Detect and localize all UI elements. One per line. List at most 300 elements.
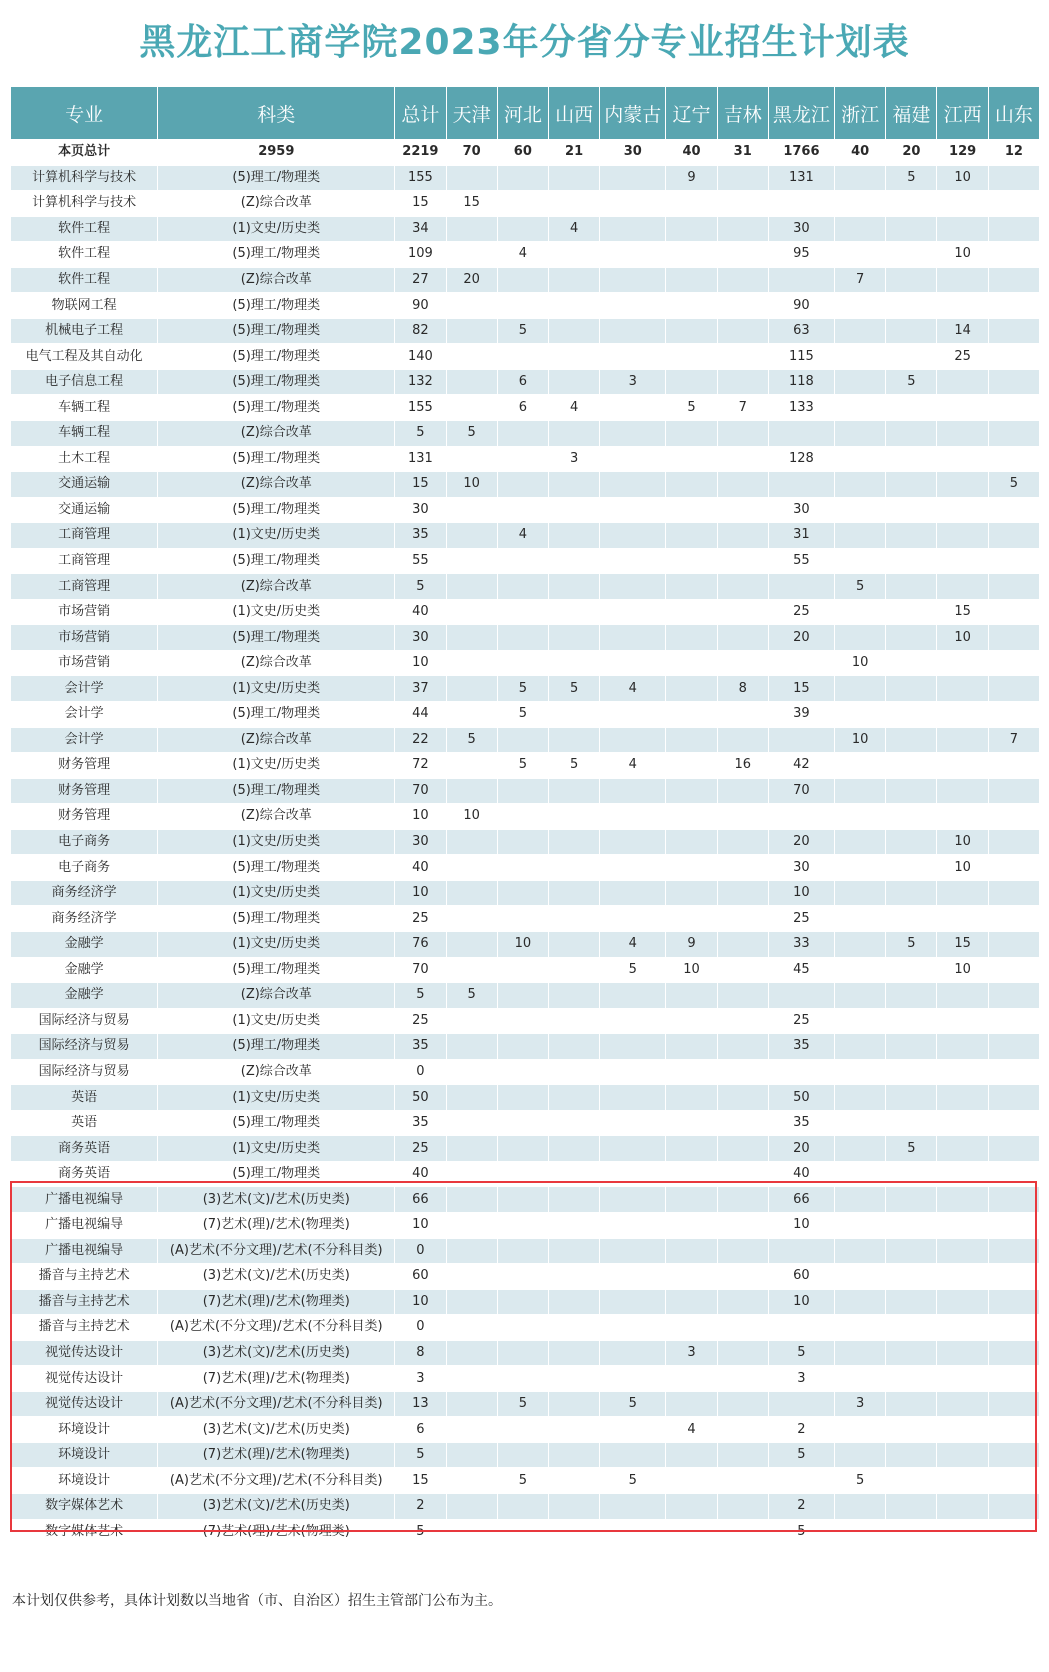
table-cell — [497, 1136, 548, 1162]
table-cell — [717, 727, 768, 753]
table-cell: 5 — [600, 1468, 666, 1494]
table-cell — [600, 829, 666, 855]
table-row — [11, 931, 1040, 957]
table-cell — [988, 574, 1039, 600]
table-cell: 软件工程 — [11, 216, 158, 242]
table-cell — [937, 548, 988, 574]
table-cell — [937, 1212, 988, 1238]
table-row — [11, 676, 1040, 702]
table-cell — [548, 421, 599, 447]
table-cell — [600, 1289, 666, 1315]
table-cell — [886, 804, 937, 830]
table-cell — [666, 421, 717, 447]
table-cell: 20 — [768, 625, 834, 651]
table-cell: 软件工程 — [11, 242, 158, 268]
table-cell: (7)艺术(理)/艺术(物理类) — [158, 1212, 395, 1238]
table-cell — [988, 1212, 1039, 1238]
table-cell — [717, 625, 768, 651]
table-cell: (1)文史/历史类 — [158, 1136, 395, 1162]
table-cell — [600, 267, 666, 293]
table-cell — [835, 599, 886, 625]
table-cell: 4 — [600, 753, 666, 779]
table-cell — [600, 855, 666, 881]
table-cell — [666, 344, 717, 370]
table-cell — [446, 523, 497, 549]
table-cell — [666, 1493, 717, 1519]
table-cell: 金融学 — [11, 983, 158, 1009]
table-cell — [768, 983, 834, 1009]
table-cell: 5 — [395, 421, 446, 447]
table-cell — [446, 446, 497, 472]
table-row — [11, 421, 1040, 447]
table-cell — [886, 395, 937, 421]
table-cell: 10 — [937, 855, 988, 881]
table-cell — [988, 1519, 1039, 1545]
table-cell — [666, 472, 717, 498]
table-cell: 0 — [395, 1238, 446, 1264]
table-cell: 10 — [835, 727, 886, 753]
table-cell: 55 — [768, 548, 834, 574]
table-cell: (1)文史/历史类 — [158, 1085, 395, 1111]
table-cell — [548, 650, 599, 676]
column-header: 辽宁 — [666, 87, 717, 140]
table-cell — [600, 1493, 666, 1519]
table-cell: 131 — [768, 165, 834, 191]
table-cell — [835, 804, 886, 830]
table-cell: 10 — [768, 1289, 834, 1315]
table-cell: (5)理工/物理类 — [158, 318, 395, 344]
table-cell — [446, 855, 497, 881]
table-cell — [886, 1008, 937, 1034]
table-row — [11, 216, 1040, 242]
table-cell — [600, 1008, 666, 1034]
table-cell — [548, 1059, 599, 1085]
table-cell: 计算机科学与技术 — [11, 165, 158, 191]
table-cell — [886, 1161, 937, 1187]
table-cell — [937, 421, 988, 447]
table-row — [11, 957, 1040, 983]
table-cell: 14 — [937, 318, 988, 344]
table-cell — [548, 1366, 599, 1392]
table-cell: 金融学 — [11, 957, 158, 983]
table-cell — [717, 1212, 768, 1238]
table-row — [11, 548, 1040, 574]
table-cell — [548, 1110, 599, 1136]
table-cell — [988, 1136, 1039, 1162]
table-cell: 3 — [666, 1340, 717, 1366]
table-cell — [835, 906, 886, 932]
table-cell — [446, 778, 497, 804]
table-cell: 5 — [548, 753, 599, 779]
table-cell — [717, 267, 768, 293]
table-cell — [937, 804, 988, 830]
table-cell — [666, 191, 717, 217]
table-cell — [886, 983, 937, 1009]
table-row — [11, 1136, 1040, 1162]
table-row — [11, 804, 1040, 830]
table-cell: 70 — [395, 957, 446, 983]
table-header-row — [11, 87, 1040, 140]
table-row — [11, 1468, 1040, 1494]
table-cell: (5)理工/物理类 — [158, 369, 395, 395]
table-cell — [497, 191, 548, 217]
table-cell — [768, 1468, 834, 1494]
table-cell — [497, 1187, 548, 1213]
table-cell — [600, 1340, 666, 1366]
table-cell: 电子信息工程 — [11, 369, 158, 395]
table-row — [11, 1238, 1040, 1264]
table-cell: (A)艺术(不分文理)/艺术(不分科目类) — [158, 1238, 395, 1264]
table-cell — [497, 1366, 548, 1392]
table-cell: (5)理工/物理类 — [158, 778, 395, 804]
table-cell — [717, 293, 768, 319]
table-cell — [600, 395, 666, 421]
table-cell — [937, 1315, 988, 1341]
table-cell: 15 — [937, 931, 988, 957]
table-cell: 商务经济学 — [11, 880, 158, 906]
table-cell — [666, 804, 717, 830]
table-cell — [886, 1315, 937, 1341]
table-cell — [886, 753, 937, 779]
table-cell — [717, 1161, 768, 1187]
table-cell — [548, 855, 599, 881]
table-row — [11, 906, 1040, 932]
table-cell: (1)文史/历史类 — [158, 599, 395, 625]
table-cell — [446, 369, 497, 395]
table-cell: (5)理工/物理类 — [158, 906, 395, 932]
table-cell — [446, 548, 497, 574]
table-cell — [717, 1008, 768, 1034]
table-cell: 10 — [937, 829, 988, 855]
table-row — [11, 369, 1040, 395]
table-cell — [937, 906, 988, 932]
table-cell — [835, 1519, 886, 1545]
table-cell — [666, 1519, 717, 1545]
table-cell — [937, 1059, 988, 1085]
table-cell: 视觉传达设计 — [11, 1340, 158, 1366]
table-cell — [446, 1212, 497, 1238]
table-cell — [666, 702, 717, 728]
table-cell — [600, 344, 666, 370]
table-cell — [717, 1136, 768, 1162]
table-cell — [886, 1212, 937, 1238]
table-cell — [666, 1289, 717, 1315]
table-cell: 60 — [768, 1264, 834, 1290]
table-cell — [717, 548, 768, 574]
table-cell — [548, 1264, 599, 1290]
table-cell — [548, 523, 599, 549]
table-cell: 车辆工程 — [11, 395, 158, 421]
table-cell — [446, 957, 497, 983]
table-cell — [835, 1315, 886, 1341]
table-cell — [717, 1366, 768, 1392]
table-cell: 31 — [717, 140, 768, 166]
table-cell — [988, 1493, 1039, 1519]
table-cell: (Z)综合改革 — [158, 267, 395, 293]
table-cell: (5)理工/物理类 — [158, 1161, 395, 1187]
table-cell — [666, 1468, 717, 1494]
table-cell — [666, 753, 717, 779]
table-cell — [497, 1238, 548, 1264]
table-cell: 10 — [937, 242, 988, 268]
table-cell: 15 — [768, 676, 834, 702]
table-cell — [497, 1417, 548, 1443]
table-cell — [886, 191, 937, 217]
table-cell: 工商管理 — [11, 574, 158, 600]
table-cell — [600, 318, 666, 344]
table-cell: 40 — [835, 140, 886, 166]
table-cell — [886, 1391, 937, 1417]
table-cell — [717, 702, 768, 728]
table-cell: (Z)综合改革 — [158, 574, 395, 600]
table-cell: 会计学 — [11, 676, 158, 702]
table-cell — [835, 1059, 886, 1085]
table-row — [11, 1417, 1040, 1443]
table-cell — [937, 1034, 988, 1060]
table-cell — [717, 931, 768, 957]
table-cell — [937, 753, 988, 779]
table-cell: 20 — [768, 829, 834, 855]
table-cell — [886, 957, 937, 983]
column-header: 科类 — [158, 87, 395, 140]
table-cell — [886, 1493, 937, 1519]
table-cell: 5 — [886, 165, 937, 191]
table-cell: 播音与主持艺术 — [11, 1315, 158, 1341]
table-cell: 40 — [395, 599, 446, 625]
table-row — [11, 574, 1040, 600]
table-row — [11, 1008, 1040, 1034]
table-row — [11, 1110, 1040, 1136]
table-cell — [988, 1110, 1039, 1136]
table-cell: 5 — [395, 574, 446, 600]
table-cell: 5 — [395, 983, 446, 1009]
table-cell: (7)艺术(理)/艺术(物理类) — [158, 1366, 395, 1392]
table-cell — [937, 727, 988, 753]
table-cell: 109 — [395, 242, 446, 268]
table-cell: (Z)综合改革 — [158, 421, 395, 447]
table-cell: (7)艺术(理)/艺术(物理类) — [158, 1442, 395, 1468]
table-cell — [600, 1212, 666, 1238]
table-cell: 25 — [768, 599, 834, 625]
table-cell — [835, 1417, 886, 1443]
table-cell: 3 — [395, 1366, 446, 1392]
table-cell: 3 — [768, 1366, 834, 1392]
table-cell: 115 — [768, 344, 834, 370]
table-cell — [835, 1161, 886, 1187]
table-row — [11, 165, 1040, 191]
table-cell — [886, 778, 937, 804]
table-cell: 22 — [395, 727, 446, 753]
table-cell — [666, 574, 717, 600]
table-cell — [446, 880, 497, 906]
table-cell: 电气工程及其自动化 — [11, 344, 158, 370]
table-cell: 4 — [600, 931, 666, 957]
table-cell: 物联网工程 — [11, 293, 158, 319]
table-cell: 计算机科学与技术 — [11, 191, 158, 217]
table-cell: 131 — [395, 446, 446, 472]
table-cell — [988, 267, 1039, 293]
table-cell — [497, 216, 548, 242]
table-cell — [600, 472, 666, 498]
table-cell — [446, 497, 497, 523]
table-cell: 2959 — [158, 140, 395, 166]
table-cell — [446, 1187, 497, 1213]
table-row — [11, 983, 1040, 1009]
table-row — [11, 497, 1040, 523]
table-cell: (7)艺术(理)/艺术(物理类) — [158, 1289, 395, 1315]
table-cell — [886, 523, 937, 549]
table-row — [11, 446, 1040, 472]
table-cell — [666, 1264, 717, 1290]
table-cell: 12 — [988, 140, 1039, 166]
table-cell — [937, 369, 988, 395]
table-cell — [988, 1315, 1039, 1341]
table-cell — [835, 778, 886, 804]
table-cell: (7)艺术(理)/艺术(物理类) — [158, 1519, 395, 1545]
table-cell — [497, 855, 548, 881]
table-cell — [600, 446, 666, 472]
table-cell — [937, 650, 988, 676]
table-cell — [835, 216, 886, 242]
table-cell — [886, 1417, 937, 1443]
table-cell — [548, 931, 599, 957]
table-cell: 30 — [395, 497, 446, 523]
table-cell: (A)艺术(不分文理)/艺术(不分科目类) — [158, 1391, 395, 1417]
table-cell — [497, 778, 548, 804]
table-cell — [717, 855, 768, 881]
table-cell: 34 — [395, 216, 446, 242]
table-cell — [835, 344, 886, 370]
table-cell — [497, 1289, 548, 1315]
table-cell — [717, 1340, 768, 1366]
table-cell — [548, 293, 599, 319]
table-cell — [768, 421, 834, 447]
table-cell: (5)理工/物理类 — [158, 165, 395, 191]
table-cell — [988, 957, 1039, 983]
table-cell — [666, 1110, 717, 1136]
table-cell — [600, 1238, 666, 1264]
table-cell — [937, 1110, 988, 1136]
table-cell: 5 — [835, 1468, 886, 1494]
table-row — [11, 778, 1040, 804]
table-row — [11, 293, 1040, 319]
column-header: 河北 — [497, 87, 548, 140]
table-cell — [886, 472, 937, 498]
table-cell: 37 — [395, 676, 446, 702]
table-cell — [988, 676, 1039, 702]
table-row — [11, 650, 1040, 676]
table-cell — [548, 1442, 599, 1468]
table-cell: 财务管理 — [11, 753, 158, 779]
table-cell — [937, 676, 988, 702]
table-cell — [548, 318, 599, 344]
table-cell — [446, 318, 497, 344]
table-cell: (5)理工/物理类 — [158, 395, 395, 421]
table-cell — [835, 1212, 886, 1238]
table-cell — [497, 880, 548, 906]
table-cell — [988, 369, 1039, 395]
table-cell — [497, 1340, 548, 1366]
table-cell — [886, 702, 937, 728]
table-cell: 118 — [768, 369, 834, 395]
table-cell: 会计学 — [11, 702, 158, 728]
table-cell: 90 — [768, 293, 834, 319]
table-cell — [886, 1442, 937, 1468]
table-cell — [937, 191, 988, 217]
table-cell — [600, 191, 666, 217]
table-row — [11, 1519, 1040, 1545]
table-cell — [768, 267, 834, 293]
table-cell: 环境设计 — [11, 1417, 158, 1443]
table-cell — [988, 216, 1039, 242]
table-cell: 70 — [446, 140, 497, 166]
table-cell — [835, 472, 886, 498]
table-cell — [886, 574, 937, 600]
table-cell — [717, 650, 768, 676]
table-cell — [497, 829, 548, 855]
table-cell — [717, 957, 768, 983]
table-cell — [497, 293, 548, 319]
table-cell: (A)艺术(不分文理)/艺术(不分科目类) — [158, 1315, 395, 1341]
table-cell: 5 — [886, 369, 937, 395]
table-cell — [835, 1289, 886, 1315]
table-cell — [988, 1085, 1039, 1111]
table-cell — [886, 1059, 937, 1085]
table-cell: (5)理工/物理类 — [158, 293, 395, 319]
table-cell: 会计学 — [11, 727, 158, 753]
table-cell — [717, 165, 768, 191]
table-cell — [497, 1442, 548, 1468]
table-cell: 21 — [548, 140, 599, 166]
table-cell — [988, 191, 1039, 217]
table-cell: (1)文史/历史类 — [158, 880, 395, 906]
table-cell: 电子商务 — [11, 855, 158, 881]
table-cell — [446, 574, 497, 600]
table-cell — [497, 1085, 548, 1111]
table-cell — [446, 1289, 497, 1315]
table-cell — [988, 1340, 1039, 1366]
table-row — [11, 472, 1040, 498]
table-cell: 国际经济与贸易 — [11, 1059, 158, 1085]
table-cell — [666, 369, 717, 395]
table-cell — [600, 983, 666, 1009]
table-cell: 44 — [395, 702, 446, 728]
table-cell — [446, 165, 497, 191]
table-cell — [446, 395, 497, 421]
table-cell: (5)理工/物理类 — [158, 957, 395, 983]
table-cell — [600, 216, 666, 242]
table-cell — [768, 1315, 834, 1341]
table-cell: 6 — [497, 369, 548, 395]
table-cell — [666, 829, 717, 855]
table-cell — [988, 702, 1039, 728]
table-cell — [835, 318, 886, 344]
table-cell — [548, 906, 599, 932]
table-cell: 10 — [446, 472, 497, 498]
table-cell — [937, 1340, 988, 1366]
table-cell — [600, 625, 666, 651]
table-cell: 35 — [395, 1110, 446, 1136]
table-cell — [886, 676, 937, 702]
table-cell — [886, 446, 937, 472]
table-cell — [548, 1417, 599, 1443]
table-cell — [548, 369, 599, 395]
table-cell: (3)艺术(文)/艺术(历史类) — [158, 1493, 395, 1519]
table-cell — [717, 574, 768, 600]
table-cell — [717, 242, 768, 268]
table-cell — [666, 1161, 717, 1187]
table-cell: 软件工程 — [11, 267, 158, 293]
